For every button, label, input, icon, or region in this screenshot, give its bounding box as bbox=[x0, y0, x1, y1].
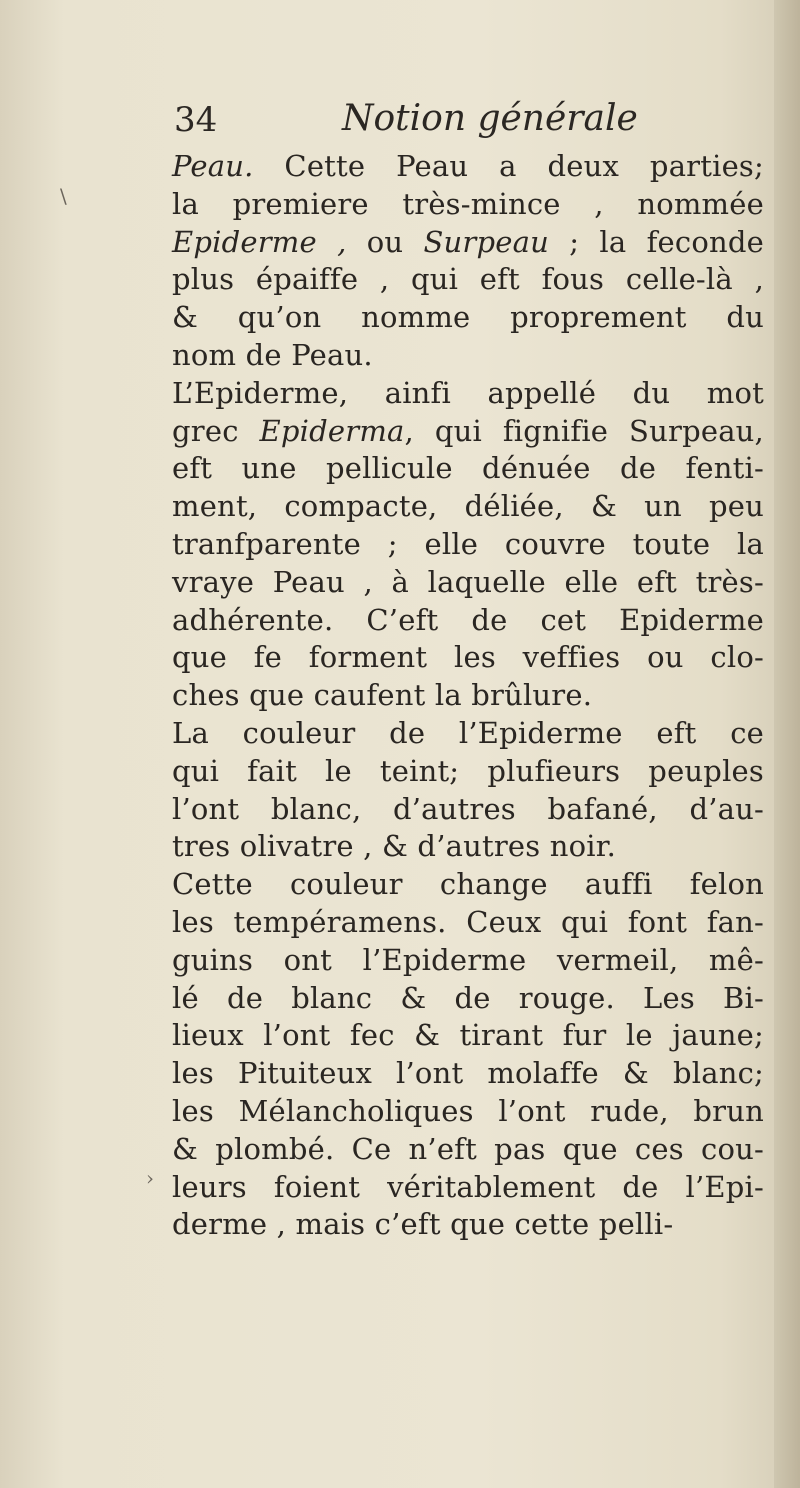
text-run: ment, compacte, déliée, & un peu bbox=[172, 489, 764, 524]
text-run: lieux l’ont fec & tirant fur le jaune; bbox=[172, 1018, 764, 1053]
text-line bbox=[172, 980, 764, 1018]
text-line bbox=[172, 1055, 764, 1093]
italic-text: Peau. bbox=[172, 149, 254, 183]
text-line bbox=[172, 1017, 764, 1055]
text-run: vraye Peau , à laquelle elle eft très- bbox=[172, 564, 764, 599]
text-run: tres olivatre , & d’autres noir. bbox=[172, 829, 617, 864]
text-line bbox=[172, 375, 764, 413]
text-run: eft une pellicule dénuée de fenti- bbox=[172, 451, 764, 486]
italic-text: Epiderme , bbox=[172, 224, 347, 259]
text-run: Cette couleur change auffi felon bbox=[172, 867, 764, 902]
text-line bbox=[172, 413, 764, 451]
text-line bbox=[172, 866, 764, 904]
text-run: la premiere très-mince , nommée bbox=[172, 186, 764, 221]
text-run: , qui fignifie Surpeau, bbox=[404, 413, 764, 448]
text-run: derme , mais c’eft que cette pelli- bbox=[172, 1207, 674, 1242]
text-run: les Mélancholiques l’ont rude, brun bbox=[172, 1093, 764, 1128]
text-line bbox=[172, 1206, 764, 1244]
page-edge bbox=[774, 0, 800, 1488]
text-run: que fe forment les veffies ou clo- bbox=[172, 640, 764, 675]
text-line bbox=[172, 564, 764, 602]
page-header bbox=[174, 98, 734, 146]
text-line bbox=[172, 904, 764, 942]
margin-mark: \ bbox=[60, 184, 67, 208]
text-line bbox=[172, 753, 764, 791]
text-run: La couleur de l’Epiderme eft ce bbox=[172, 715, 764, 750]
text-line bbox=[172, 1169, 764, 1207]
text-line bbox=[172, 1131, 764, 1169]
text-line bbox=[172, 526, 764, 564]
text-run: ou bbox=[346, 224, 424, 259]
text-run: qui fait le teint; plufieurs peuples bbox=[172, 753, 764, 788]
text-run: grec bbox=[172, 413, 260, 448]
text-run: l’ont blanc, d’autres bafané, d’au- bbox=[172, 791, 764, 826]
text-line bbox=[172, 715, 764, 753]
text-run: Cette Peau a deux parties; bbox=[253, 149, 764, 183]
text-line bbox=[172, 677, 764, 715]
italic-text: Epiderma bbox=[259, 413, 405, 448]
text-line bbox=[172, 488, 764, 526]
text-run: leurs foient véritablement de l’Epi- bbox=[172, 1169, 764, 1204]
text-line bbox=[172, 299, 764, 337]
text-run: nom de Peau. bbox=[172, 337, 373, 372]
text-line bbox=[172, 148, 764, 186]
text-run: plus épaiffe , qui eft fous celle-là , bbox=[172, 262, 764, 297]
text-run: L’Epiderme, ainfi appellé du mot bbox=[172, 375, 764, 410]
text-line bbox=[172, 450, 764, 488]
text-run: & plombé. Ce n’eft pas que ces cou- bbox=[172, 1131, 764, 1166]
text-line bbox=[172, 942, 764, 980]
running-title: Notion générale bbox=[342, 98, 638, 139]
text-line bbox=[172, 224, 764, 262]
text-line bbox=[172, 261, 764, 299]
text-line bbox=[172, 1093, 764, 1131]
text-line bbox=[172, 639, 764, 677]
text-run: tranfparente ; elle couvre toute la bbox=[172, 526, 764, 561]
text-run: ; la feconde bbox=[548, 224, 764, 259]
italic-text: Surpeau bbox=[423, 224, 549, 259]
margin-mark: › bbox=[146, 1166, 154, 1190]
text-run: les tempéramens. Ceux qui font fan- bbox=[172, 904, 764, 939]
text-run: ches que caufent la brûlure. bbox=[172, 678, 593, 713]
text-line bbox=[172, 791, 764, 829]
text-line bbox=[172, 602, 764, 640]
page-number: 34 bbox=[174, 100, 218, 140]
text-line bbox=[172, 828, 764, 866]
text-run: lé de blanc & de rouge. Les Bi- bbox=[172, 980, 764, 1015]
text-run: & qu’on nomme proprement du bbox=[172, 300, 764, 335]
text-run: guins ont l’Epiderme vermeil, mê- bbox=[172, 942, 764, 977]
text-run: adhérente. C’eft de cet Epiderme bbox=[172, 602, 764, 637]
text-run: les Pituiteux l’ont molaffe & blanc; bbox=[172, 1056, 764, 1091]
body-text bbox=[172, 148, 764, 1244]
text-line bbox=[172, 337, 764, 375]
text-line bbox=[172, 186, 764, 224]
